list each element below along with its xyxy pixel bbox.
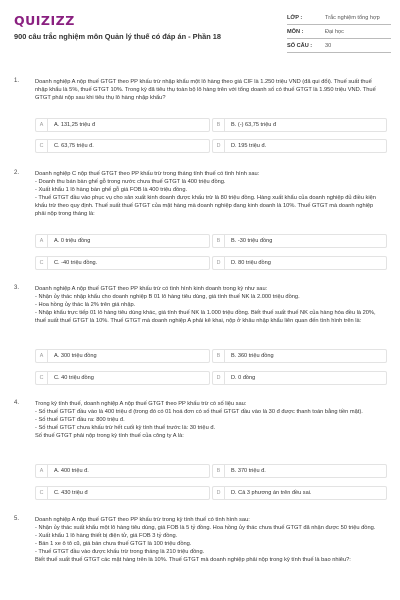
page-title: 900 câu trắc nghiệm môn Quản lý thuế có đáp án - Phần 18 <box>14 32 221 41</box>
option-c[interactable] <box>35 139 210 153</box>
option-letter: C <box>36 487 48 499</box>
option-text: B. -30 triệu đồng <box>231 238 273 244</box>
meta-key: MÔN : <box>287 28 304 35</box>
page-header <box>0 0 400 62</box>
question-number: 2. <box>14 170 20 176</box>
option-letter: C <box>36 140 48 152</box>
option-text: A. 0 triệu đồng <box>54 238 91 244</box>
option-text: C. 63,75 triệu đ. <box>54 143 94 149</box>
question-number: 4. <box>14 400 20 406</box>
question-number: 1. <box>14 78 20 84</box>
option-letter: D <box>213 487 225 499</box>
option-text: B. 370 triệu đ. <box>231 468 266 474</box>
option-letter: D <box>213 257 225 269</box>
option-letter: B <box>213 235 225 247</box>
meta-row-class <box>287 11 391 25</box>
meta-box <box>287 11 391 53</box>
option-d[interactable] <box>212 486 387 500</box>
option-d[interactable] <box>212 256 387 270</box>
option-text: D. 80 triệu đồng <box>231 260 271 266</box>
option-text: D. Cả 3 phương án trên đều sai. <box>231 490 312 496</box>
option-b[interactable] <box>212 349 387 363</box>
quizizz-logo: QUIZIZZ <box>14 13 75 28</box>
meta-value: 30 <box>325 42 332 49</box>
option-letter: B <box>213 465 225 477</box>
option-letter: D <box>213 140 225 152</box>
option-a[interactable] <box>35 118 210 132</box>
meta-value: Trắc nghiệm tổng hợp <box>325 14 380 21</box>
option-text: D. 195 triệu đ. <box>231 143 267 149</box>
option-b[interactable] <box>212 118 387 132</box>
meta-value: Đại học <box>325 28 344 35</box>
meta-key: SỐ CÂU : <box>287 42 313 49</box>
option-letter: A <box>36 350 48 362</box>
option-letter: B <box>213 119 225 131</box>
option-letter: A <box>36 465 48 477</box>
option-c[interactable] <box>35 256 210 270</box>
question-text: Trong kỳ tính thuế, doanh nghiệp A nộp thuế GTGT theo PP khấu trừ có số liệu sau: - Số thuế GTGT đầu vào là 400 triệu đ (trong đó có 01 hoá đơn có số thuế GTGT đầu vào là 30 đ được thanh toán bằng tiền mặt). - Số thuế GTGT đầu ra: 800 triệu đ. - Số thuế GTGT chưa khấu trừ hết cuối kỳ tính thuế trước là: 30 triệu đ. Số thuế GTGT phải nộp trong kỳ tính thuế của công ty A là: <box>35 401 363 440</box>
option-letter: D <box>213 372 225 384</box>
option-c[interactable] <box>35 486 210 500</box>
option-text: B. (-) 63,75 triệu đ <box>231 122 277 128</box>
option-b[interactable] <box>212 234 387 248</box>
option-text: A. 300 triệu đồng <box>54 353 97 359</box>
option-letter: C <box>36 257 48 269</box>
option-text: A. 131,25 triệu đ <box>54 122 96 128</box>
question-text: Doanh nghiệp C nộp thuế GTGT theo PP khấu trừ trong tháng tính thuế có tình hình sau: - Doanh thu bán bàn ghế gỗ trong nước chưa thuế GTGT là 400 triệu đồng. - Xuất khẩu 1 lô hàng bàn ghế gỗ giá FOB là 400 triệu đồng. - Thuế GTGT đầu vào phục vụ cho sản xuất kinh doanh được khấu trừ là 80 triệu đồng. Hàng xuất khẩu của doanh nghiệp đủ điều kiện khấu trừ theo quy định. Thuế suất thuế GTGT của mặt hàng mà doanh nghiệp đang kinh doanh là 10%. Thuế GTGT mà doanh nghiệp phải nộp trong tháng là: <box>35 171 376 218</box>
question-number: 5. <box>14 516 20 522</box>
option-text: A. 400 triệu đ. <box>54 468 89 474</box>
question-number: 3. <box>14 285 20 291</box>
option-a[interactable] <box>35 234 210 248</box>
option-letter: A <box>36 235 48 247</box>
option-letter: C <box>36 372 48 384</box>
option-a[interactable] <box>35 464 210 478</box>
option-a[interactable] <box>35 349 210 363</box>
option-letter: A <box>36 119 48 131</box>
meta-key: LỚP : <box>287 14 303 21</box>
option-d[interactable] <box>212 139 387 153</box>
option-text: B. 360 triệu đồng <box>231 353 274 359</box>
meta-row-count <box>287 39 391 53</box>
option-text: C. 430 triệu đ <box>54 490 88 496</box>
option-letter: B <box>213 350 225 362</box>
question-text: Doanh nghiệp A nộp thuế GTGT theo PP khấu trừ nhập khẩu một lô hàng theo giá CIF là 1.250 triệu VND (đã qui đổi). Thuế suất thuế nhập khẩu là 5%, thuế GTGT 10%. Trong kỳ đã tiêu thụ toàn bộ lô hàng trên với tổng doanh số có thuế GTGT là 1.950 triệu VND. Thuế GTGT phải nộp sau khi tiêu thụ lô hàng nhập khẩu? <box>35 79 376 102</box>
option-text: C. 40 triệu đồng <box>54 375 94 381</box>
question-text: Doanh nghiệp A nộp thuế GTGT theo PP khấu trừ có tình hình kinh doanh trong kỳ như sau: - Nhận ủy thác nhập khẩu cho doanh nghiệp B 01 lô hàng tiêu dùng, giá tính thuế NK là 2.000 triệu đồng. - Hoa hồng ủy thác là 2% trên giá nhập. - Nhập khẩu trực tiếp 01 lô hàng tiêu dùng khác, giá tính thuế NK là 1.000 triệu đồng. Biết thuế suất thuế NK của hàng hóa đều là 20%, thuế suất thuế GTGT là 10%. Thuế GTGT mà doanh nghiệp A phải kê khai, nộp ở khâu nhập khẩu liên quan đến tình hình trên là: <box>35 286 376 325</box>
option-text: C. -40 triệu đồng. <box>54 260 98 266</box>
option-d[interactable] <box>212 371 387 385</box>
option-b[interactable] <box>212 464 387 478</box>
option-text: D. 0 đồng <box>231 375 256 381</box>
option-c[interactable] <box>35 371 210 385</box>
question-text: Doanh nghiệp A nộp thuế GTGT theo PP khấu trừ trong kỳ tính thuế có tình hình sau: - Nhận ủy thác xuất khẩu một lô hàng tiêu dùng, giá FOB là 5 tỷ đồng. Hoa hồng ủy thác chưa thuế GTGT đã nhận được 50 triệu đồng. - Xuất khẩu 1 lô hàng thiết bị điện tử, giá FOB 3 tỷ đồng. - Bán 1 xe ô tô cũ, giá bán chưa thuế GTGT là 100 triệu đồng. - Thuế GTGT đầu vào được khấu trừ trong tháng là 210 triệu đồng. Biết thuế suất thuế GTGT các mặt hàng trên là 10%. Thuế GTGT mà doanh nghiệp phải nộp trong kỳ tính thuế là bao nhiêu?: <box>35 517 376 564</box>
meta-row-subject <box>287 25 391 39</box>
